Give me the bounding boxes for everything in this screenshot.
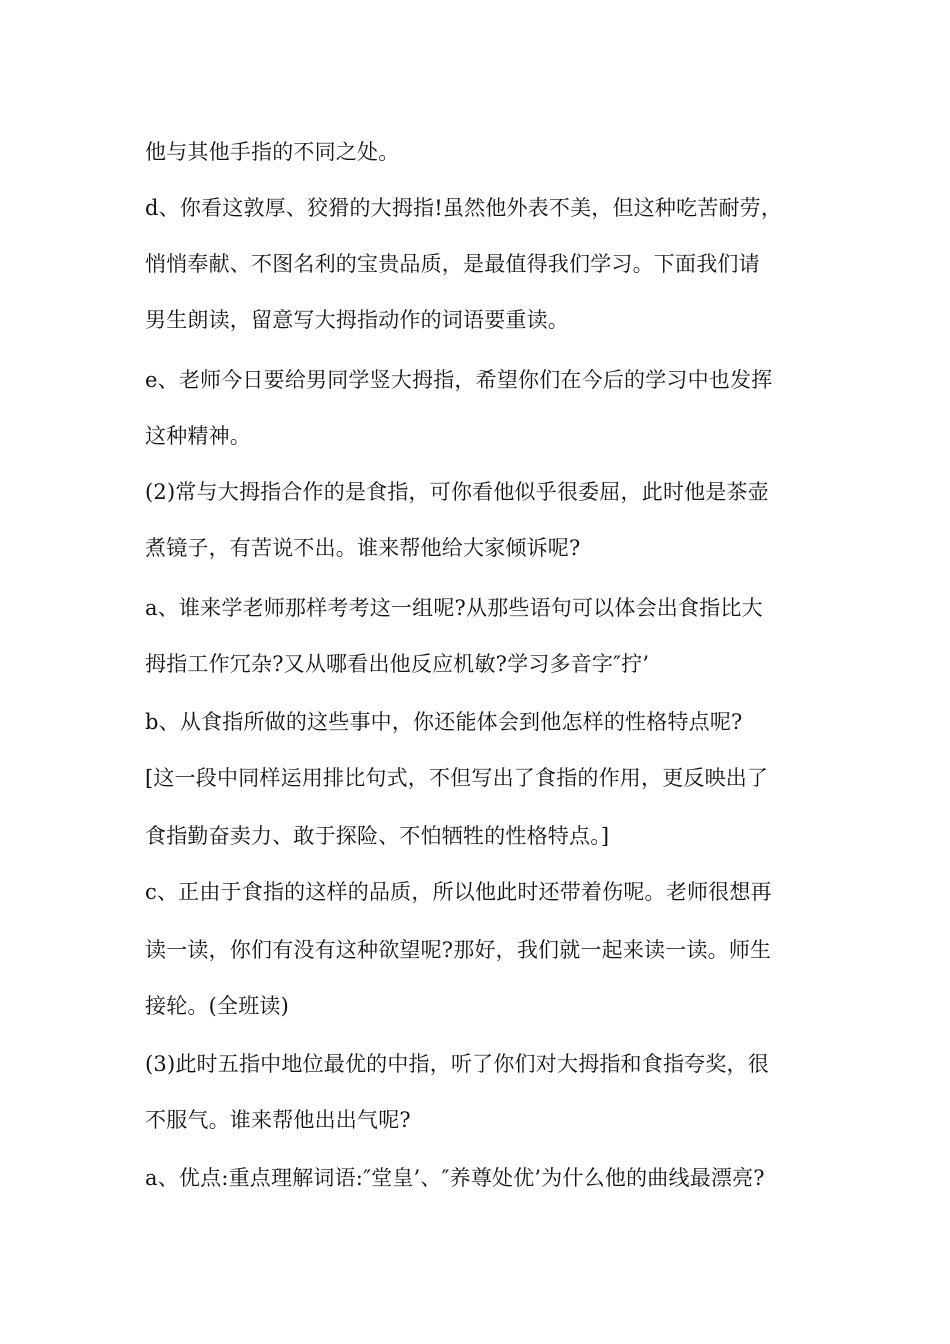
text-line: [这一段中同样运用排比句式，不但写出了食指的作用，更反映出了 [145,766,769,790]
text-line: 煮镜子，有苦说不出。谁来帮他给大家倾诉呢? [145,536,581,560]
text-line: d、你看这敦厚、狡猾的大拇指!虽然他外表不美，但这种吃苦耐劳， [145,196,783,220]
text-line: a、优点:重点理解词语:″堂皇’、″养尊处优’为什么他的曲线最漂亮? [145,1166,765,1190]
text-line: e、老师今日要给男同学竖大拇指，希望你们在今后的学习中也发挥 [145,368,773,392]
text-line: 悄悄奉献、不图名利的宝贵品质，是最值得我们学习。下面我们请 [145,252,760,276]
text-line: 拇指工作冗杂?又从哪看出他反应机敏?学习多音字″拧’ [145,652,650,676]
text-line: (3)此时五指中地位最优的中指，听了你们对大拇指和食指夸奖，很 [145,1052,769,1076]
text-line: (2)常与大拇指合作的是食指，可你看他似乎很委屈，此时他是茶壶 [145,480,769,504]
text-line: 食指勤奋卖力、敢于探险、不怕牺牲的性格特点。] [145,824,610,848]
text-line: 他与其他手指的不同之处。 [145,140,400,164]
text-line: 这种精神。 [145,424,251,448]
text-line: 不服气。谁来帮他出出气呢? [145,1108,411,1132]
text-line: b、从食指所做的这些事中，你还能体会到他怎样的性格特点呢? [145,710,743,734]
text-line: 男生朗读，留意写大拇指动作的词语要重读。 [145,308,569,332]
text-line: a、谁来学老师那样考考这一组呢?从那些语句可以体会出食指比大 [145,596,763,620]
text-line: 接轮。(全班读) [145,994,289,1018]
text-line: c、正由于食指的这样的品质，所以他此时还带着伤呢。老师很想再 [145,880,772,904]
text-line: 读一读，你们有没有这种欲望呢?那好，我们就一起来读一读。师生 [145,938,772,962]
